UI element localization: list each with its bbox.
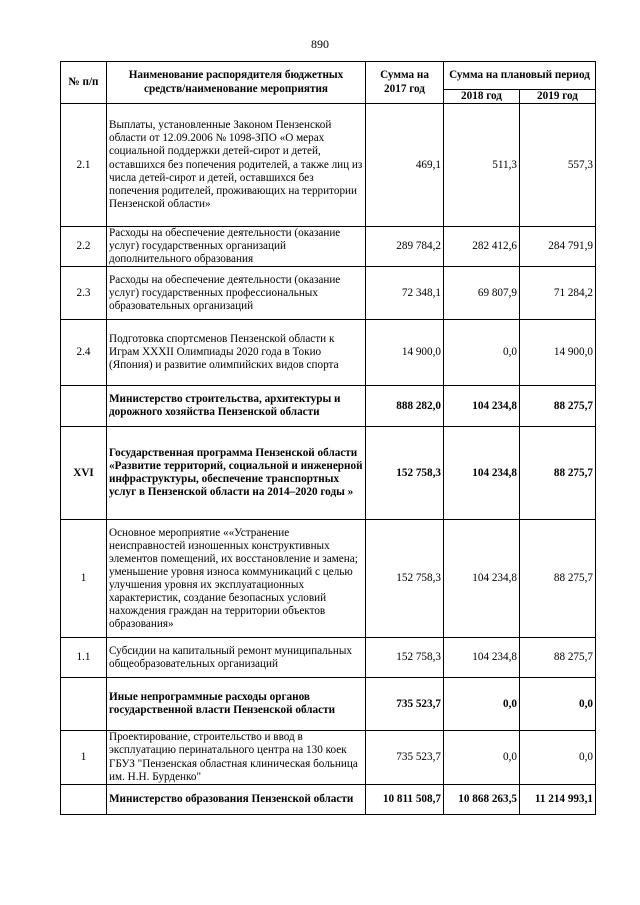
row-number: 2.3: [61, 267, 107, 320]
amount-2018: 104 234,8: [444, 386, 520, 427]
amount-2017: 14 900,0: [366, 320, 444, 386]
amount-2017: 469,1: [366, 104, 444, 227]
row-number: 2.1: [61, 104, 107, 227]
amount-2017: 735 523,7: [366, 731, 444, 784]
amount-2018: 0,0: [444, 731, 520, 784]
amount-2018: 0,0: [444, 320, 520, 386]
amount-2019: 14 900,0: [520, 320, 596, 386]
header-num: № п/п: [61, 62, 107, 104]
row-name: Министерство образования Пензенской области: [107, 784, 366, 814]
header-year-2019: 2019 год: [520, 90, 596, 104]
amount-2017: 888 282,0: [366, 386, 444, 427]
amount-2018: 10 868 263,5: [444, 784, 520, 814]
amount-2018: 511,3: [444, 104, 520, 227]
row-name: Расходы на обеспечение деятельности (оказание услуг) государственных организаций дополнительного образования: [107, 227, 366, 267]
table-row: [61, 427, 596, 520]
amount-2018: 0,0: [444, 678, 520, 731]
row-number: 1.1: [61, 638, 107, 678]
row-name: Расходы на обеспечение деятельности (оказание услуг) государственных профессиональных образовательных организаций: [107, 267, 366, 320]
amount-2017: 152 758,3: [366, 520, 444, 638]
header-planned-period: Сумма на плановый период: [444, 62, 596, 90]
row-number: 2.4: [61, 320, 107, 386]
amount-2018: 104 234,8: [444, 427, 520, 520]
amount-2017: 72 348,1: [366, 267, 444, 320]
amount-2019: 557,3: [520, 104, 596, 227]
amount-2019: 71 284,2: [520, 267, 596, 320]
row-name: Иные непрограммные расходы органов государственной власти Пензенской области: [107, 678, 366, 731]
amount-2019: 284 791,9: [520, 227, 596, 267]
amount-2017: 289 784,2: [366, 227, 444, 267]
amount-2019: 11 214 993,1: [520, 784, 596, 814]
amount-2018: 69 807,9: [444, 267, 520, 320]
table-row: [61, 678, 596, 731]
header-year-2018: 2018 год: [444, 90, 520, 104]
amount-2017: 735 523,7: [366, 678, 444, 731]
row-name: Субсидии на капитальный ремонт муниципальных общеобразовательных организаций: [107, 638, 366, 678]
table-row: [61, 638, 596, 678]
amount-2018: 282 412,6: [444, 227, 520, 267]
row-number: [61, 678, 107, 731]
row-number: 1: [61, 520, 107, 638]
page-number: 890: [311, 37, 329, 51]
row-number: 1: [61, 731, 107, 784]
amount-2019: 88 275,7: [520, 638, 596, 678]
table-row: [61, 386, 596, 427]
budget-table: [60, 61, 596, 815]
row-number: [61, 386, 107, 427]
table-row: [61, 731, 596, 784]
table-row: [61, 320, 596, 386]
table-row: [61, 784, 596, 814]
amount-2019: 88 275,7: [520, 386, 596, 427]
amount-2017: 152 758,3: [366, 427, 444, 520]
header-sum-2017: Сумма на 2017 год: [366, 62, 444, 104]
row-name: Министерство строительства, архитектуры и дорожного хозяйства Пензенской области: [107, 386, 366, 427]
amount-2017: 10 811 508,7: [366, 784, 444, 814]
table-row: [61, 227, 596, 267]
table-row: [61, 104, 596, 227]
row-name: Выплаты, установленные Законом Пензенской области от 12.09.2006 № 1098-ЗПО «О мерах социальной поддержки детей-сирот и детей, оставшихся без попечения родителей, а также лиц из числа детей-сирот и детей, оставшихся без попечения родителей, проживающих на территории Пензенской области»: [107, 104, 366, 227]
amount-2017: 152 758,3: [366, 638, 444, 678]
row-name: Государственная программа Пензенской области «Развитие территорий, социальной и инженерной инфраструктуры, обеспечение транспортных услуг в Пензенской области на 2014–2020 годы »: [107, 427, 366, 520]
row-name: Подготовка спортсменов Пензенской области к Играм XXXII Олимпиады 2020 года в Токио (Япония) и развитие олимпийских видов спорта: [107, 320, 366, 386]
table-row: [61, 267, 596, 320]
amount-2019: 88 275,7: [520, 520, 596, 638]
row-number: 2.2: [61, 227, 107, 267]
amount-2019: 0,0: [520, 678, 596, 731]
amount-2019: 88 275,7: [520, 427, 596, 520]
row-name: Проектирование, строительство и ввод в эксплуатацию перинатального центра на 130 коек ГБУЗ "Пензенская областная клиническая больница им. Н.Н. Бурденко": [107, 731, 366, 784]
amount-2018: 104 234,8: [444, 638, 520, 678]
row-name: Основное мероприятие ««Устранение неисправностей изношенных конструктивных элементов помещений, их восстановление и замена; уменьшение уровня износа коммуникаций с целью улучшения уровня их эксплуатационных характеристик, создание безопасных условий нахождения граждан на территории объектов образования»: [107, 520, 366, 638]
row-number: [61, 784, 107, 814]
header-name: Наименование распорядителя бюджетных средств/наименование мероприятия: [107, 62, 366, 104]
table-row: [61, 520, 596, 638]
amount-2019: 0,0: [520, 731, 596, 784]
row-number: XVI: [61, 427, 107, 520]
amount-2018: 104 234,8: [444, 520, 520, 638]
